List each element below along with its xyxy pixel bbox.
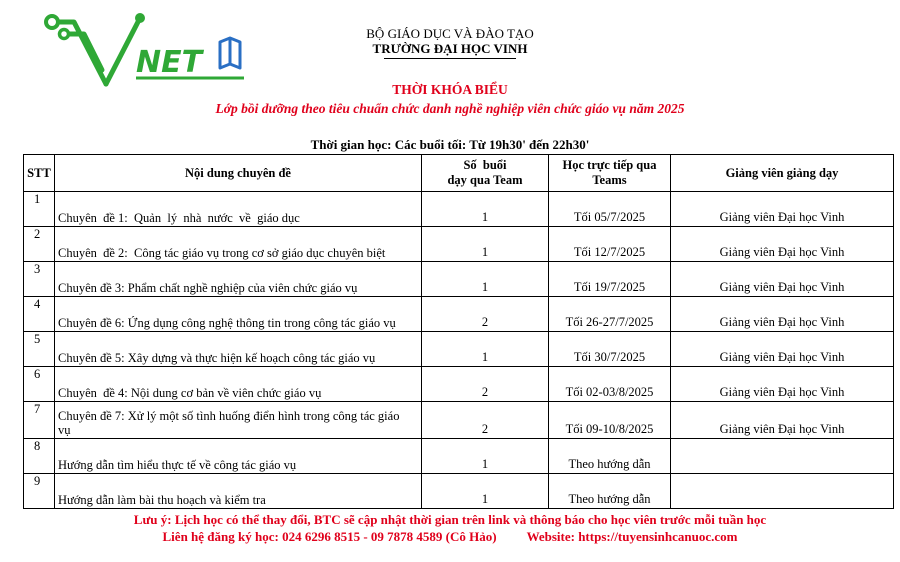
header-content: Nội dung chuyên đề xyxy=(55,155,422,192)
row-stt: 6 xyxy=(24,367,55,402)
table-row xyxy=(24,227,894,262)
row-lecturer xyxy=(671,439,894,474)
row-stt: 2 xyxy=(24,227,55,262)
contact-info: Liên hệ đăng ký học: 024 6296 8515 - 09 7878 4589 (Cô Hảo) xyxy=(162,529,497,544)
header-direct-line1: Học trực tiếp qua xyxy=(562,158,657,172)
table-row xyxy=(24,192,894,227)
row-stt: 9 xyxy=(24,474,55,509)
row-date: Tối 19/7/2025 xyxy=(549,262,671,297)
row-date: Tối 05/7/2025 xyxy=(549,192,671,227)
row-content: Hướng dẫn làm bài thu hoạch và kiểm tra xyxy=(55,474,422,509)
row-sessions: 1 xyxy=(422,474,549,509)
schedule-time: Thời gian học: Các buổi tối: Từ 19h30' đến 22h30' xyxy=(310,137,590,152)
row-date: Theo hướng dẫn xyxy=(549,439,671,474)
table-row xyxy=(24,367,894,402)
row-sessions: 1 xyxy=(422,192,549,227)
row-content: Hướng dẫn tìm hiểu thực tế về công tác giáo vụ xyxy=(55,439,422,474)
row-sessions: 2 xyxy=(422,367,549,402)
header-sessions-line2: dạy qua Team xyxy=(447,173,523,187)
document-subtitle: Lớp bồi dưỡng theo tiêu chuẩn chức danh nghề nghiệp viên chức giáo vụ năm 2025 xyxy=(215,101,685,116)
row-content: Chuyên đề 6: Ứng dụng công nghệ thông tin trong công tác giáo vụ xyxy=(55,297,422,332)
row-stt: 7 xyxy=(24,402,55,439)
row-lecturer: Giảng viên Đại học Vinh xyxy=(671,227,894,262)
footer-contact-line xyxy=(0,529,900,545)
header-sessions xyxy=(422,155,549,192)
row-stt: 4 xyxy=(24,297,55,332)
row-sessions: 2 xyxy=(422,402,549,439)
row-content: Chuyên đề 5: Xây dựng và thực hiện kế hoạch công tác giáo vụ xyxy=(55,332,422,367)
header-sessions-line1: Số buổi xyxy=(463,158,507,172)
header-lecturer: Giảng viên giảng dạy xyxy=(671,155,894,192)
row-sessions: 1 xyxy=(422,262,549,297)
website-link[interactable]: Website: https://tuyensinhcanuoc.com xyxy=(526,529,738,544)
row-content: Chuyên đề 2: Công tác giáo vụ trong cơ sở giáo dục chuyên biệt xyxy=(55,227,422,262)
document-title: THỜI KHÓA BIỂU xyxy=(392,82,508,97)
table-row xyxy=(24,262,894,297)
row-stt: 5 xyxy=(24,332,55,367)
row-content: Chuyên đề 1: Quản lý nhà nước về giáo dục xyxy=(55,192,422,227)
university-underline xyxy=(384,58,516,59)
row-stt: 1 xyxy=(24,192,55,227)
row-content: Chuyên đề 3: Phẩm chất nghề nghiệp của viên chức giáo vụ xyxy=(55,262,422,297)
timetable xyxy=(23,154,894,509)
row-date: Tối 12/7/2025 xyxy=(549,227,671,262)
footer-note: Lưu ý: Lịch học có thể thay đổi, BTC sẽ cập nhật thời gian trên link và thông báo cho học viên trước mỗi tuần học xyxy=(133,512,767,527)
row-lecturer: Giảng viên Đại học Vinh xyxy=(671,262,894,297)
header-direct xyxy=(549,155,671,192)
logo-text: NET xyxy=(136,45,203,80)
row-date: Tối 02-03/8/2025 xyxy=(549,367,671,402)
row-sessions: 2 xyxy=(422,297,549,332)
row-lecturer xyxy=(671,474,894,509)
table-header-row xyxy=(24,155,894,192)
row-content xyxy=(55,402,422,439)
row-date: Tối 26-27/7/2025 xyxy=(549,297,671,332)
table-row xyxy=(24,332,894,367)
row-lecturer: Giảng viên Đại học Vinh xyxy=(671,402,894,439)
row-content: Chuyên đề 4: Nội dung cơ bản về viên chức giáo vụ xyxy=(55,367,422,402)
table-row xyxy=(24,402,894,439)
university-name: TRƯỜNG ĐẠI HỌC VINH xyxy=(372,41,528,56)
row-date: Tối 30/7/2025 xyxy=(549,332,671,367)
row-lecturer: Giảng viên Đại học Vinh xyxy=(671,332,894,367)
row-sessions: 1 xyxy=(422,227,549,262)
row-date: Theo hướng dẫn xyxy=(549,474,671,509)
row-stt: 3 xyxy=(24,262,55,297)
row-content-line1: Chuyên đề 7: Xử lý một số tình huống điển hình trong công tác giáo xyxy=(58,409,400,423)
row-sessions: 1 xyxy=(422,332,549,367)
row-lecturer: Giảng viên Đại học Vinh xyxy=(671,192,894,227)
row-date: Tối 09-10/8/2025 xyxy=(549,402,671,439)
row-content-line2: vụ xyxy=(58,423,71,437)
table-row xyxy=(24,474,894,509)
table-row xyxy=(24,297,894,332)
header-stt: STT xyxy=(24,155,55,192)
header-direct-line2: Teams xyxy=(592,173,627,187)
row-lecturer: Giảng viên Đại học Vinh xyxy=(671,367,894,402)
ministry-name: BỘ GIÁO DỤC VÀ ĐÀO TẠO xyxy=(366,26,534,41)
row-lecturer: Giảng viên Đại học Vinh xyxy=(671,297,894,332)
row-stt: 8 xyxy=(24,439,55,474)
table-row xyxy=(24,439,894,474)
row-sessions: 1 xyxy=(422,439,549,474)
